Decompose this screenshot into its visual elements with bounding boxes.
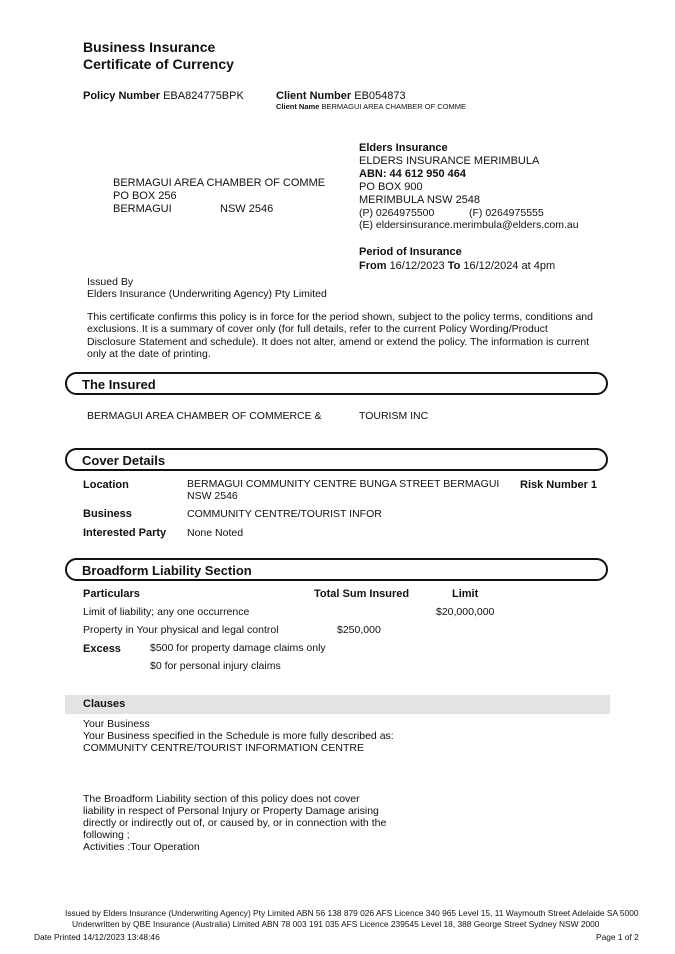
period-heading: Period of Insurance xyxy=(359,246,462,258)
clause-line-3: COMMUNITY CENTRE/TOURIST INFORMATION CENTRE xyxy=(83,742,364,754)
excess-label: Excess xyxy=(83,643,121,655)
title-line-2: Certificate of Currency xyxy=(83,56,234,72)
interested-party-value: None Noted xyxy=(187,527,244,539)
insurer-heading: Elders Insurance xyxy=(359,142,448,154)
liability-header xyxy=(65,558,608,581)
client-name-label: Client Name xyxy=(276,102,320,111)
col-particulars: Particulars xyxy=(83,588,140,600)
location-line-2: NSW 2546 xyxy=(187,490,238,502)
recipient-line-1: BERMAGUI AREA CHAMBER OF COMME xyxy=(113,177,326,189)
insurer-phone: (P) 0264975500 xyxy=(359,207,435,219)
footer-issuer: Issued by Elders Insurance (Underwriting Agency) Pty Limited ABN 56 138 879 026 AFS Licence 340 965 Level 15, 11 Waymouth Street Adelaide SA 5000 xyxy=(65,908,639,918)
row-limit-of-liability-label: Limit of liability; any one occurrence xyxy=(83,606,250,618)
recipient-suburb: BERMAGUI xyxy=(113,203,172,215)
location-label: Location xyxy=(83,479,129,491)
footer-underwriter: Underwritten by QBE Insurance (Australia) Limited ABN 78 003 191 035 AFS Licence 239545 Level 18, 388 George Street Sydney NSW 2000 xyxy=(72,919,600,929)
location-line-1: BERMAGUI COMMUNITY CENTRE BUNGA STREET BERMAGUI xyxy=(187,478,500,490)
clause-p2-line-4: following ; xyxy=(83,829,130,841)
insurer-locality: MERIMBULA NSW 2548 xyxy=(359,194,481,206)
insurer-abn: ABN: 44 612 950 464 xyxy=(359,168,467,180)
page-number: Page 1 of 2 xyxy=(596,932,639,942)
clauses-header xyxy=(65,695,610,714)
client-number-value: EB054873 xyxy=(354,90,406,102)
clause-p2-line-1: The Broadform Liability section of this policy does not cover xyxy=(83,793,360,805)
insurer-name: ELDERS INSURANCE MERIMBULA xyxy=(359,155,540,167)
excess-line-1: $500 for property damage claims only xyxy=(150,642,326,654)
client-number-label: Client Number xyxy=(276,90,352,102)
clause-line-1: Your Business xyxy=(83,718,150,730)
risk-number: Risk Number 1 xyxy=(520,479,598,491)
clause-line-2: Your Business specified in the Schedule is more fully described as: xyxy=(83,730,394,742)
cover-details-title: Cover Details xyxy=(82,453,166,468)
clause-p2-line-2: liability in respect of Personal Injury or Property Damage arising xyxy=(83,805,379,817)
liability-title: Broadform Liability Section xyxy=(82,563,252,578)
disclaimer-text: This certificate confirms this policy is in force for the period shown, subject to the policy terms, conditions and exclusions. It is a summary of cover only (for full details, refer to the current Policy Wording/Product Disclosure Statement and schedule). It does not alter, amend or extend the policy. The information is current only at the date of printing. xyxy=(87,311,593,360)
clauses-title: Clauses xyxy=(83,698,126,710)
interested-party-label: Interested Party xyxy=(83,527,167,539)
cover-details-header xyxy=(65,448,608,471)
insured-name-part-2: TOURISM INC xyxy=(359,410,429,422)
policy-number xyxy=(83,90,244,102)
period-to-date: 16/12/2024 at 4pm xyxy=(463,260,556,272)
business-label: Business xyxy=(83,508,132,520)
col-sum-insured: Total Sum Insured xyxy=(314,588,410,600)
row-limit-of-liability-value: $20,000,000 xyxy=(436,606,495,618)
recipient-state-postcode: NSW 2546 xyxy=(220,203,274,215)
issued-by-name: Elders Insurance (Underwriting Agency) Pty Limited xyxy=(87,288,327,300)
period-range xyxy=(359,260,555,272)
issued-by-label: Issued By xyxy=(87,276,134,288)
insurer-fax: (F) 0264975555 xyxy=(469,207,544,219)
business-value: COMMUNITY CENTRE/TOURIST INFOR xyxy=(187,508,382,520)
insurer-po-box: PO BOX 900 xyxy=(359,181,423,193)
date-printed: Date Printed 14/12/2023 13:48:46 xyxy=(34,932,160,942)
client-name xyxy=(276,102,466,111)
row-property-sum: $250,000 xyxy=(337,624,381,636)
policy-number-label: Policy Number xyxy=(83,90,161,102)
recipient-line-2: PO BOX 256 xyxy=(113,190,177,202)
the-insured-header xyxy=(65,372,608,395)
insurer-email: (E) eldersinsurance.merimbula@elders.com.au xyxy=(359,219,579,231)
policy-number-value: EBA824775BPK xyxy=(163,90,244,102)
row-property-label: Property in Your physical and legal control xyxy=(83,624,279,636)
title-line-1: Business Insurance xyxy=(83,39,216,55)
period-to-label: To xyxy=(447,260,461,272)
client-name-value: BERMAGUI AREA CHAMBER OF COMME xyxy=(321,102,467,111)
client-number xyxy=(276,90,406,102)
period-from-label: From xyxy=(359,260,387,272)
col-limit: Limit xyxy=(452,588,479,600)
excess-line-2: $0 for personal injury claims xyxy=(150,660,281,672)
clause-p2-line-5: Activities :Tour Operation xyxy=(83,841,200,853)
period-from-date: 16/12/2023 xyxy=(389,260,445,272)
insured-name-part-1: BERMAGUI AREA CHAMBER OF COMMERCE & xyxy=(87,410,322,422)
the-insured-title: The Insured xyxy=(82,377,156,392)
clause-p2-line-3: directly or indirectly out of, or caused by, or in connection with the xyxy=(83,817,387,829)
